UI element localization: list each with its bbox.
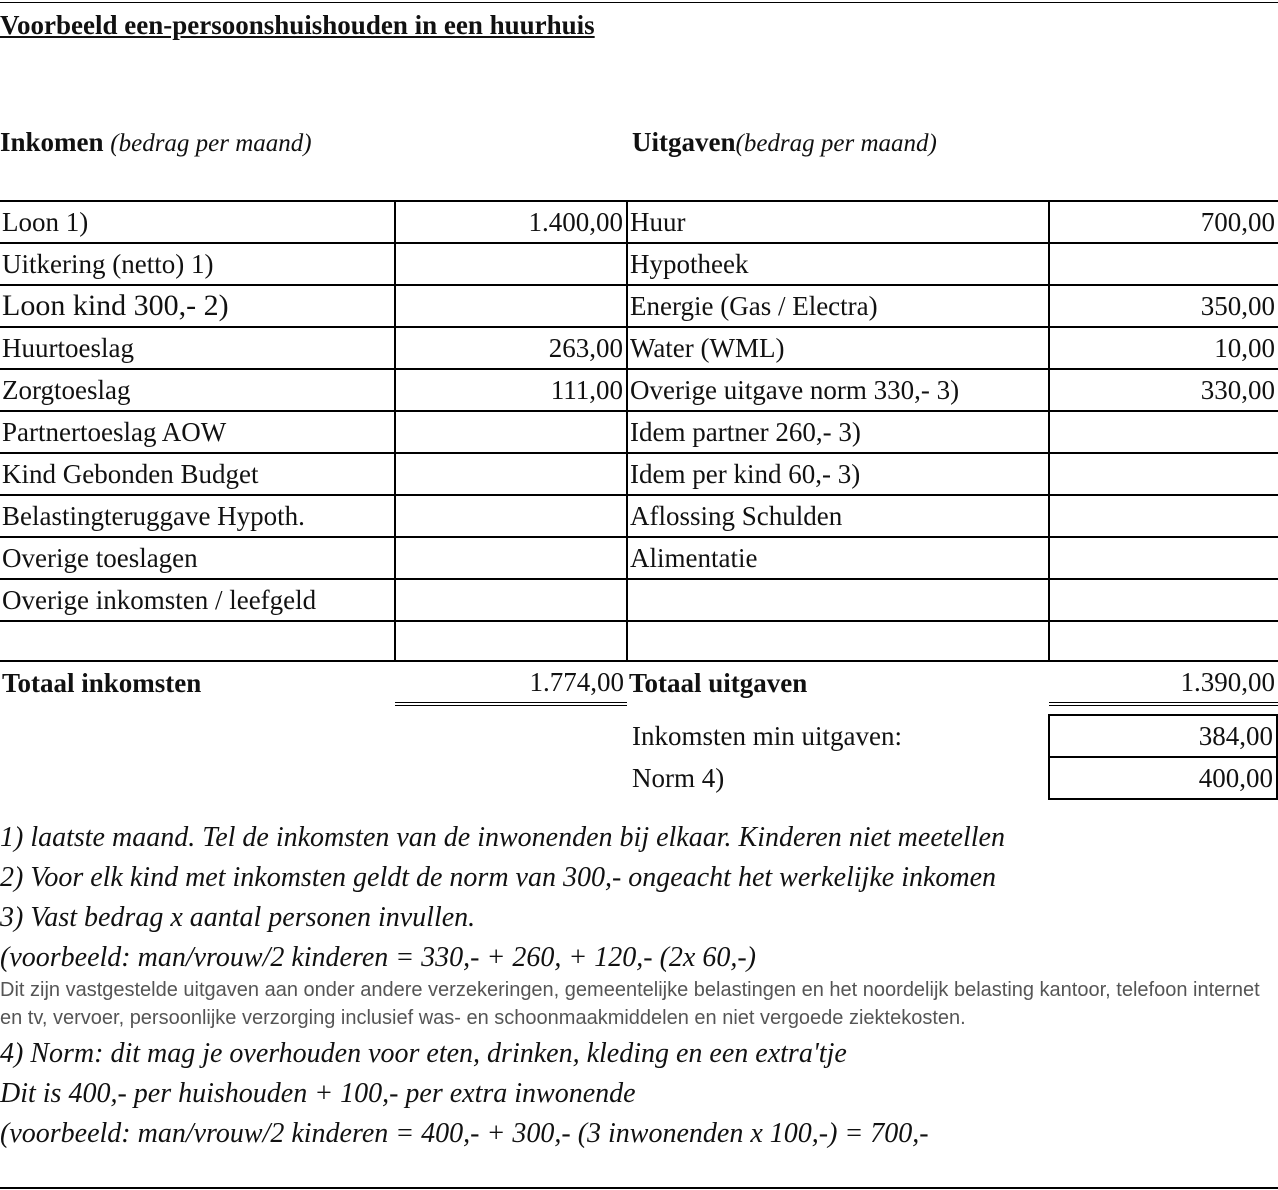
table-row xyxy=(0,285,1278,327)
norm-label: Norm 4) xyxy=(632,763,725,793)
income-value xyxy=(395,495,627,537)
expense-value xyxy=(1049,243,1278,285)
diff-value: 384,00 xyxy=(1049,715,1278,757)
table-row xyxy=(0,453,1278,495)
income-value xyxy=(395,243,627,285)
total-expense-label: Totaal uitgaven xyxy=(627,661,1049,704)
total-income-label: Totaal inkomsten xyxy=(0,661,395,704)
table-row xyxy=(0,621,1278,661)
expense-value xyxy=(1049,453,1278,495)
expense-label: Energie (Gas / Electra) xyxy=(627,285,1049,327)
income-header-italic: (bedrag per maand) xyxy=(110,130,312,157)
budget-table xyxy=(0,200,1278,706)
expense-value: 330,00 xyxy=(1049,369,1278,411)
footnote-4: 4) Norm: dit mag je overhouden voor eten, drinken, kleding en een extra'tje xyxy=(0,1038,847,1069)
income-value xyxy=(395,579,627,621)
income-value xyxy=(395,411,627,453)
expense-label xyxy=(627,579,1049,621)
expense-header-bold: Uitgaven xyxy=(632,127,736,157)
page-title: Voorbeeld een-persoonshuishouden in een huurhuis xyxy=(0,10,595,40)
income-header xyxy=(0,127,312,158)
income-label: Loon kind 300,- 2) xyxy=(0,285,395,327)
income-label: Kind Gebonden Budget xyxy=(0,453,395,495)
income-value xyxy=(395,453,627,495)
table-row xyxy=(0,579,1278,621)
table-row xyxy=(0,495,1278,537)
footnote-4-example: (voorbeeld: man/vrouw/2 kinderen = 400,- + 300,- (3 inwonenden x 100,-) = 700,- xyxy=(0,1118,929,1149)
income-label: Zorgtoeslag xyxy=(0,369,395,411)
summary-row-diff xyxy=(627,715,1277,757)
total-expense-value: 1.390,00 xyxy=(1049,661,1278,704)
income-label xyxy=(0,621,395,661)
table-row xyxy=(0,327,1278,369)
table-row xyxy=(0,369,1278,411)
expense-value xyxy=(1049,579,1278,621)
expense-value xyxy=(1049,621,1278,661)
expense-header xyxy=(632,127,937,158)
footnote-1: 1) laatste maand. Tel de inkomsten van de inwonenden bij elkaar. Kinderen niet meetellen xyxy=(0,822,1005,853)
diff-label: Inkomsten min uitgaven: xyxy=(632,721,902,751)
expense-label xyxy=(627,621,1049,661)
income-label: Loon 1) xyxy=(0,201,395,243)
income-header-bold: Inkomen xyxy=(0,127,104,157)
footnote-3: 3) Vast bedrag x aantal personen invullen. xyxy=(0,902,476,933)
income-label: Belastingteruggave Hypoth. xyxy=(0,495,395,537)
expense-value xyxy=(1049,411,1278,453)
table-row xyxy=(0,201,1278,243)
expense-value xyxy=(1049,495,1278,537)
income-label: Uitkering (netto) 1) xyxy=(0,243,395,285)
footnote-3-explanation: Dit zijn vastgestelde uitgaven aan onder andere verzekeringen, gemeentelijke belastingen en het noordelijk belasting kantoor, telefoon internet en tv, vervoer, persoonlijke verzorging inclusief was- en schoonmaakmiddelen en niet vergoede ziektekosten. xyxy=(0,979,1260,1029)
income-value: 1.400,00 xyxy=(395,201,627,243)
income-value xyxy=(395,285,627,327)
expense-label: Hypotheek xyxy=(627,243,1049,285)
top-border xyxy=(0,2,1278,3)
footnote-3-example: (voorbeeld: man/vrouw/2 kinderen = 330,- + 260, + 120,- (2x 60,-) xyxy=(0,942,756,973)
table-row xyxy=(0,411,1278,453)
income-label: Partnertoeslag AOW xyxy=(0,411,395,453)
expense-label: Idem per kind 60,- 3) xyxy=(627,453,1049,495)
footnotes xyxy=(0,818,1278,1154)
expense-label: Water (WML) xyxy=(627,327,1049,369)
income-label: Huurtoeslag xyxy=(0,327,395,369)
expense-label: Overige uitgave norm 330,- 3) xyxy=(627,369,1049,411)
income-value: 111,00 xyxy=(395,369,627,411)
expense-value xyxy=(1049,537,1278,579)
summary-row-norm xyxy=(627,757,1277,799)
expense-value: 700,00 xyxy=(1049,201,1278,243)
expense-label: Alimentatie xyxy=(627,537,1049,579)
expense-label: Huur xyxy=(627,201,1049,243)
footnote-4-rule: Dit is 400,- per huishouden + 100,- per extra inwonende xyxy=(0,1078,636,1109)
footnote-2: 2) Voor elk kind met inkomsten geldt de norm van 300,- ongeacht het werkelijke inkomen xyxy=(0,862,997,893)
expense-label: Idem partner 260,- 3) xyxy=(627,411,1049,453)
income-label: Overige inkomsten / leefgeld xyxy=(0,579,395,621)
norm-value: 400,00 xyxy=(1049,757,1278,799)
total-income-value: 1.774,00 xyxy=(395,661,627,704)
summary-table xyxy=(627,714,1278,800)
expense-value: 10,00 xyxy=(1049,327,1278,369)
income-value xyxy=(395,537,627,579)
income-value xyxy=(395,621,627,661)
bottom-border xyxy=(0,1187,1278,1189)
income-value: 263,00 xyxy=(395,327,627,369)
expense-header-italic: (bedrag per maand) xyxy=(735,130,937,157)
totals-row xyxy=(0,661,1278,704)
expense-value: 350,00 xyxy=(1049,285,1278,327)
income-label: Overige toeslagen xyxy=(0,537,395,579)
table-row xyxy=(0,243,1278,285)
table-row xyxy=(0,537,1278,579)
expense-label: Aflossing Schulden xyxy=(627,495,1049,537)
